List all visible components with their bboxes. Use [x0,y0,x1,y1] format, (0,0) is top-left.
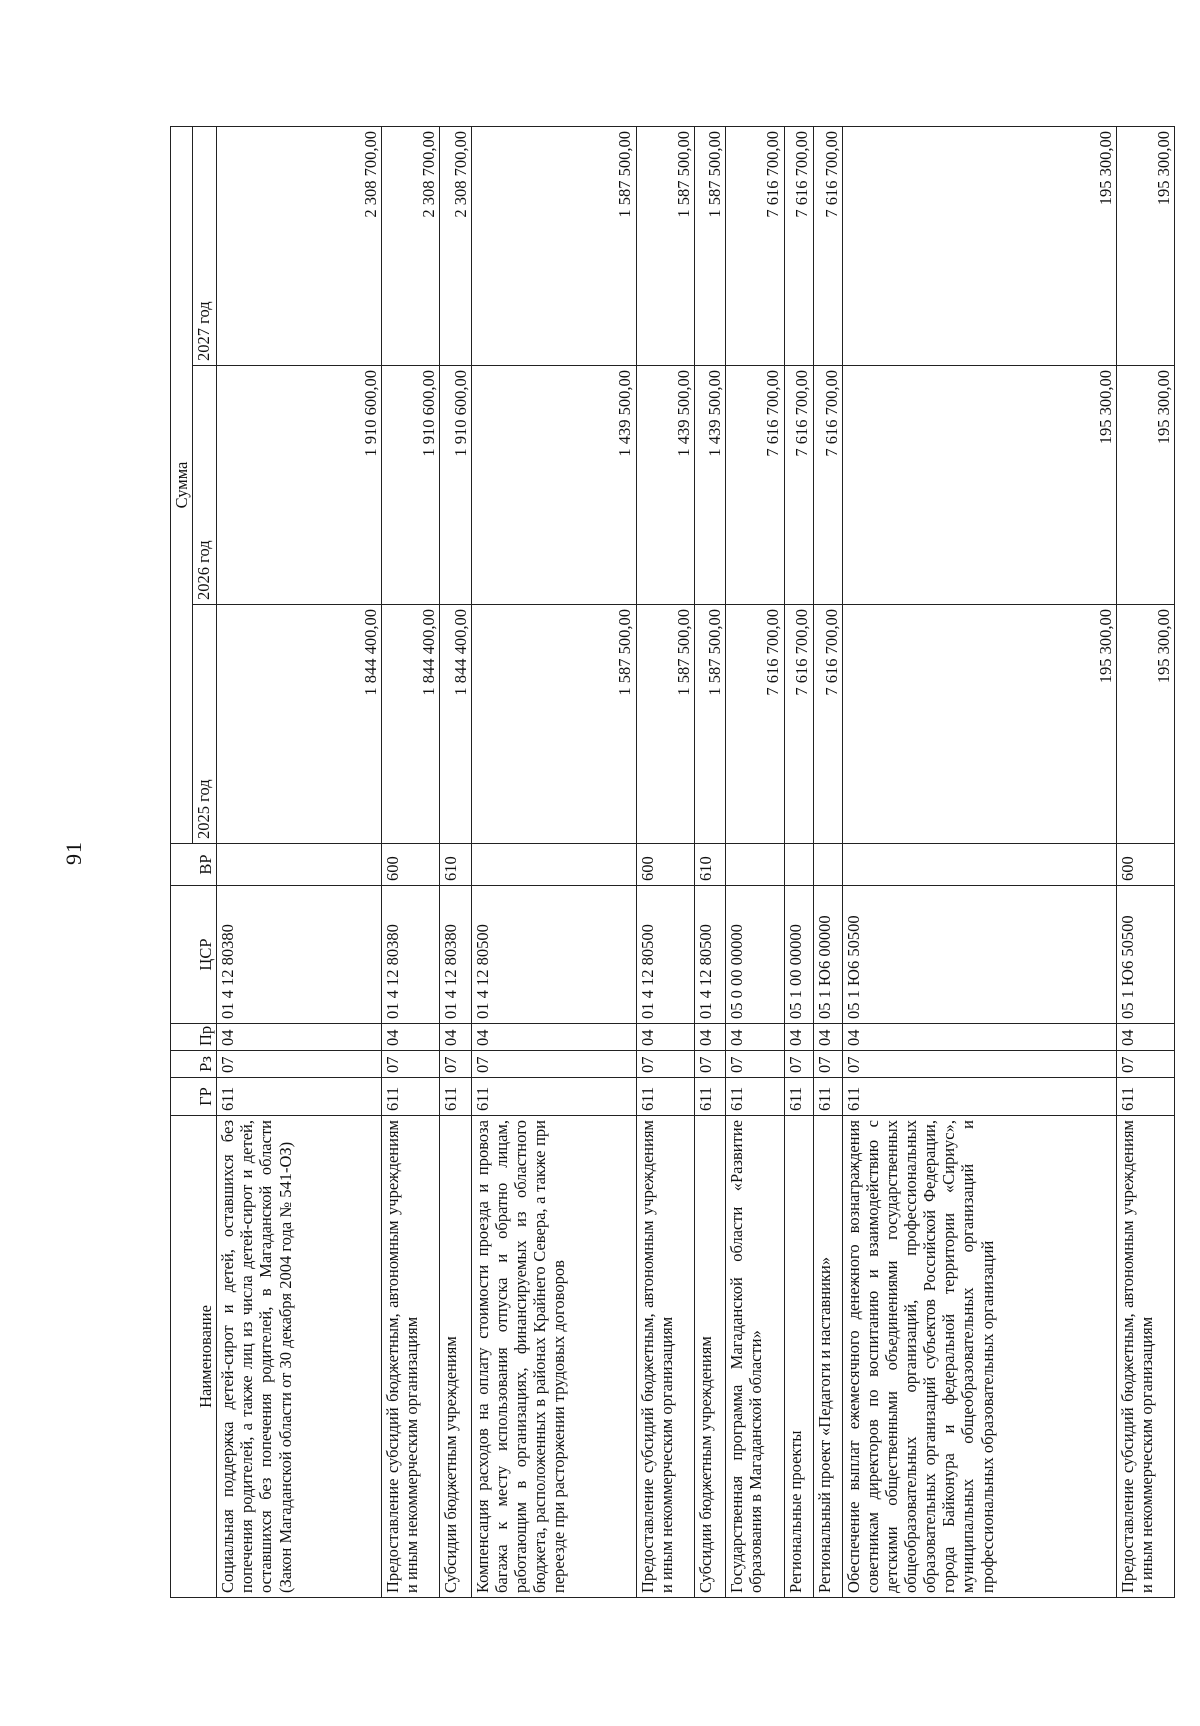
cell-2025: 195 300,00 [842,605,1116,844]
cell-name: Субсидии бюджетным учреждениям [694,1116,726,1598]
cell-gr: 611 [813,1078,842,1116]
table-row [813,127,842,1598]
table-row [636,127,694,1598]
cell-pr: 04 [440,1024,472,1051]
cell-2026: 195 300,00 [1116,366,1174,605]
table-row [471,127,636,1598]
cell-rz: 07 [842,1051,1116,1078]
cell-csr: 05 1 Ю6 50500 [1116,886,1174,1024]
cell-name: Субсидии бюджетным учреждениям [440,1116,472,1598]
cell-rz: 07 [726,1051,784,1078]
cell-name: Региональный проект «Педагоги и наставники» [813,1116,842,1598]
table-row [217,127,382,1598]
cell-name: Компенсация расходов на оплату стоимости проезда и провоза багажа к месту использования отпуска и обратно лицам, работающим в организациях, финансируемых из областного бюджета, расположенных в районах Крайнего Севера, а также при переезде при расторжении трудовых договоров [471,1116,636,1598]
cell-2025: 195 300,00 [1116,605,1174,844]
cell-2026: 195 300,00 [842,366,1116,605]
cell-rz: 07 [636,1051,694,1078]
cell-pr: 04 [694,1024,726,1051]
cell-gr: 611 [1116,1078,1174,1116]
cell-rz: 07 [471,1051,636,1078]
cell-2026: 1 910 600,00 [217,366,382,605]
cell-csr: 05 1 00 00000 [784,886,813,1024]
cell-2025: 1 587 500,00 [636,605,694,844]
cell-rz: 07 [382,1051,440,1078]
cell-pr: 04 [636,1024,694,1051]
cell-gr: 611 [382,1078,440,1116]
cell-pr: 04 [1116,1024,1174,1051]
cell-2026: 7 616 700,00 [726,366,784,605]
cell-gr: 611 [217,1078,382,1116]
header-rz: Рз [171,1051,217,1078]
table-row [842,127,1116,1598]
cell-gr: 611 [842,1078,1116,1116]
cell-vr [217,844,382,886]
cell-pr: 04 [784,1024,813,1051]
cell-2025: 1 587 500,00 [694,605,726,844]
cell-2027: 195 300,00 [1116,127,1174,366]
table-row [784,127,813,1598]
cell-csr: 01 4 12 80380 [217,886,382,1024]
cell-2027: 2 308 700,00 [440,127,472,366]
header-csr: ЦСР [171,886,217,1024]
cell-2025: 7 616 700,00 [784,605,813,844]
cell-vr [726,844,784,886]
cell-vr [784,844,813,886]
cell-2025: 1 844 400,00 [440,605,472,844]
header-year-2025: 2025 год [193,605,217,844]
cell-gr: 611 [726,1078,784,1116]
cell-rz: 07 [217,1051,382,1078]
cell-2027: 7 616 700,00 [726,127,784,366]
header-sum: Сумма [171,127,193,844]
cell-gr: 611 [440,1078,472,1116]
cell-rz: 07 [440,1051,472,1078]
table-row [1116,127,1174,1598]
cell-csr: 05 0 00 00000 [726,886,784,1024]
cell-name: Обеспечение выплат ежемесячного денежного вознаграждения советникам директоров по воспитанию и взаимодействию с детскими общественными объединениями государственных общеобразовательных организаций, профессиональных образовательных организаций субъектов Российской Федерации, города Байконура и федеральной территории «Сириус», муниципальных общеобразовательных организаций и профессиональных образовательных организаций [842,1116,1116,1598]
cell-csr: 01 4 12 80380 [382,886,440,1024]
cell-pr: 04 [471,1024,636,1051]
cell-gr: 611 [784,1078,813,1116]
cell-2027: 1 587 500,00 [636,127,694,366]
cell-2026: 1 910 600,00 [440,366,472,605]
cell-csr: 01 4 12 80500 [694,886,726,1024]
cell-pr: 04 [382,1024,440,1051]
cell-rz: 07 [784,1051,813,1078]
cell-vr [842,844,1116,886]
budget-table [170,126,1175,1598]
header-year-2027: 2027 год [193,127,217,366]
cell-name: Региональные проекты [784,1116,813,1598]
cell-2026: 1 439 500,00 [471,366,636,605]
cell-2025: 7 616 700,00 [813,605,842,844]
cell-2026: 1 439 500,00 [636,366,694,605]
cell-name: Социальная поддержка детей-сирот и детей, оставшихся без попечения родителей, а также лиц из числа детей-сирот и детей, оставшихся без попечения родителей, в Магаданской области (Закон Магаданской области от 30 декабря 2004 года № 541-ОЗ) [217,1116,382,1598]
cell-2026: 7 616 700,00 [813,366,842,605]
cell-vr [471,844,636,886]
cell-2027: 7 616 700,00 [784,127,813,366]
cell-pr: 04 [217,1024,382,1051]
table-row [694,127,726,1598]
cell-rz: 07 [1116,1051,1174,1078]
cell-csr: 05 1 Ю6 50500 [842,886,1116,1024]
header-gr: ГР [171,1078,217,1116]
cell-2027: 1 587 500,00 [471,127,636,366]
cell-rz: 07 [813,1051,842,1078]
cell-rz: 07 [694,1051,726,1078]
header-pr: Пр [171,1024,217,1051]
cell-gr: 611 [471,1078,636,1116]
cell-pr: 04 [813,1024,842,1051]
cell-csr: 01 4 12 80500 [636,886,694,1024]
cell-2027: 7 616 700,00 [813,127,842,366]
cell-csr: 01 4 12 80500 [471,886,636,1024]
cell-2025: 1 844 400,00 [382,605,440,844]
cell-vr: 600 [1116,844,1174,886]
cell-gr: 611 [636,1078,694,1116]
cell-csr: 01 4 12 80380 [440,886,472,1024]
cell-2027: 2 308 700,00 [382,127,440,366]
cell-vr: 610 [440,844,472,886]
cell-2027: 195 300,00 [842,127,1116,366]
cell-vr: 600 [636,844,694,886]
cell-vr: 600 [382,844,440,886]
cell-2025: 1 587 500,00 [471,605,636,844]
cell-2026: 1 439 500,00 [694,366,726,605]
page-number: 91 [61,841,86,865]
cell-csr: 05 1 Ю6 00000 [813,886,842,1024]
cell-gr: 611 [694,1078,726,1116]
budget-table-rotated [170,128,1175,1598]
cell-2027: 1 587 500,00 [694,127,726,366]
table-row [382,127,440,1598]
cell-vr [813,844,842,886]
cell-name: Предоставление субсидий бюджетным, автономным учреждениям и иным некоммерческим организациям [382,1116,440,1598]
cell-name: Предоставление субсидий бюджетным, автономным учреждениям и иным некоммерческим организациям [1116,1116,1174,1598]
header-year-2026: 2026 год [193,366,217,605]
cell-name: Государственная программа Магаданской области «Развитие образования в Магаданской области» [726,1116,784,1598]
cell-2027: 2 308 700,00 [217,127,382,366]
cell-2026: 7 616 700,00 [784,366,813,605]
cell-pr: 04 [842,1024,1116,1051]
header-name: Наименование [171,1116,217,1598]
header-vr: ВР [171,844,217,886]
cell-vr: 610 [694,844,726,886]
cell-2025: 1 844 400,00 [217,605,382,844]
cell-pr: 04 [726,1024,784,1051]
cell-2025: 7 616 700,00 [726,605,784,844]
table-row [440,127,472,1598]
table-row [726,127,784,1598]
cell-name: Предоставление субсидий бюджетным, автономным учреждениям и иным некоммерческим организациям [636,1116,694,1598]
cell-2026: 1 910 600,00 [382,366,440,605]
